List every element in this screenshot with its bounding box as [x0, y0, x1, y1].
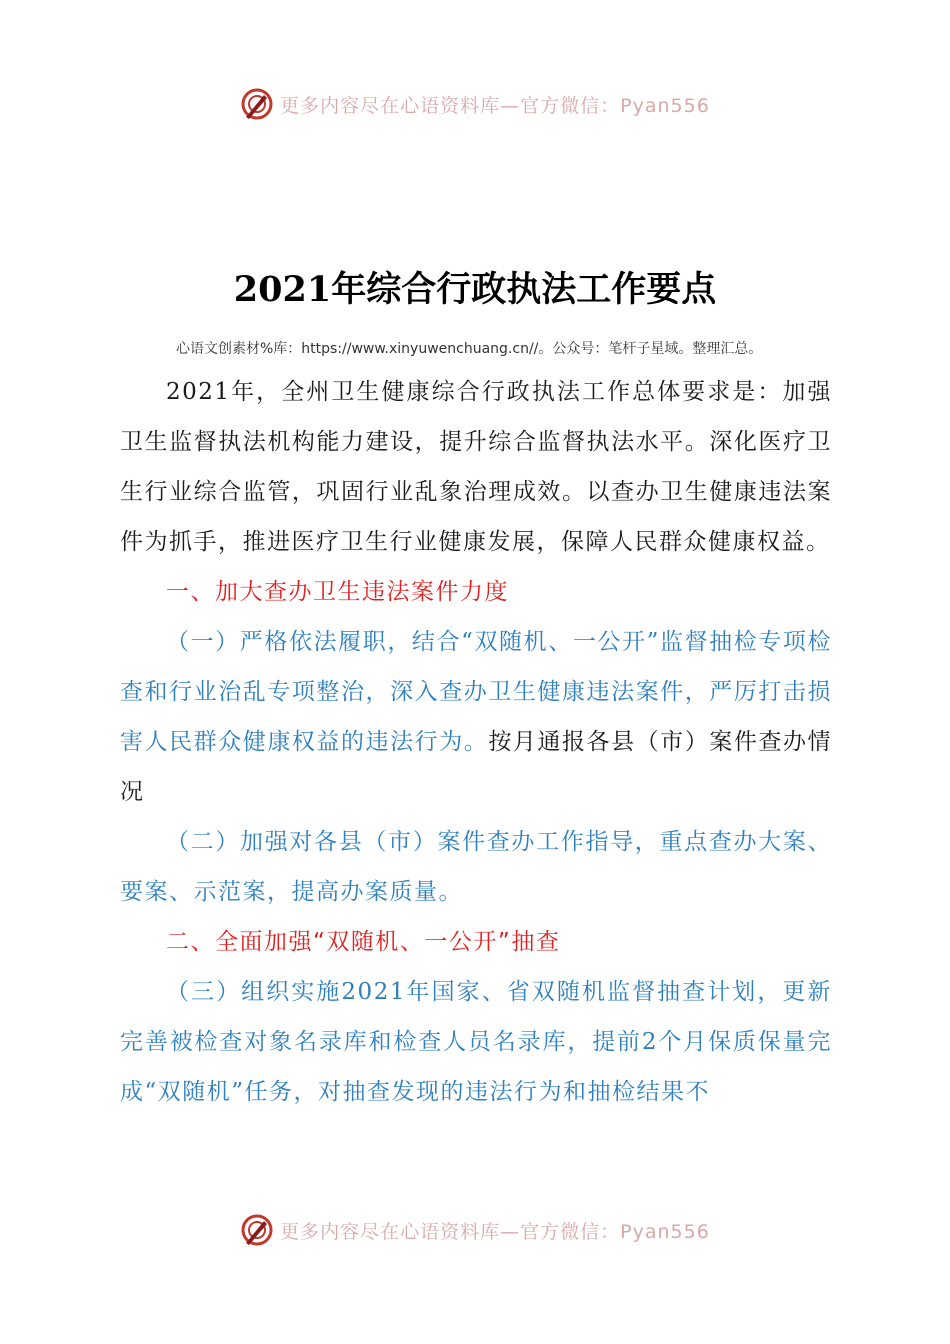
item-1-blue-text: （一）严格依法履职，结合“双随机、一公开”监督抽检专项检查和行业治乱专项整治，深入查办卫生健康违法案件，严厉打击损害人民群众健康权益的违法行为。 — [120, 629, 832, 755]
item-2-paragraph: （二）加强对各县（市）案件查办工作指导，重点查办大案、要案、示范案，提高办案质量。 — [120, 829, 832, 905]
document-title: 2021年综合行政执法工作要点 — [233, 269, 717, 310]
pen-logo-icon — [240, 87, 274, 121]
intro-paragraph: 2021年，全州卫生健康综合行政执法工作总体要求是：加强卫生监督执法机构能力建设，提升综合监督执法水平。深化医疗卫生行业综合监管，巩固行业乱象治理成效。以查办卫生健康违法案件为抓手，推进医疗卫生行业健康发展，保障人民群众健康权益。 — [120, 379, 832, 555]
header-banner — [0, 84, 950, 124]
pen-logo-icon — [240, 1213, 274, 1247]
footer-banner — [0, 1210, 950, 1250]
banner-text: 更多内容尽在心语资料库—官方微信：Pyan556 — [280, 94, 710, 117]
section-heading-1: 一、加大查办卫生违法案件力度 — [166, 579, 509, 605]
item-1-dark-text: 按月通报各县（市）案件查办情况 — [120, 729, 833, 805]
source-note: 心语文创素材%库：https://www.xinyuwenchuang.cn//。公众号：笔杆子星域。整理汇总。 — [176, 341, 763, 357]
item-1-paragraph — [120, 617, 832, 817]
item-3-paragraph: （三）组织实施2021年国家、省双随机监督抽查计划，更新完善被检查对象名录库和检查人员名录库，提前2个月保质保量完成“双随机”任务，对抽查发现的违法行为和抽检结果不 — [120, 979, 832, 1105]
section-heading-2: 二、全面加强“双随机、一公开”抽查 — [166, 929, 561, 955]
document-body — [120, 367, 832, 1117]
banner-text: 更多内容尽在心语资料库—官方微信：Pyan556 — [280, 1220, 710, 1243]
